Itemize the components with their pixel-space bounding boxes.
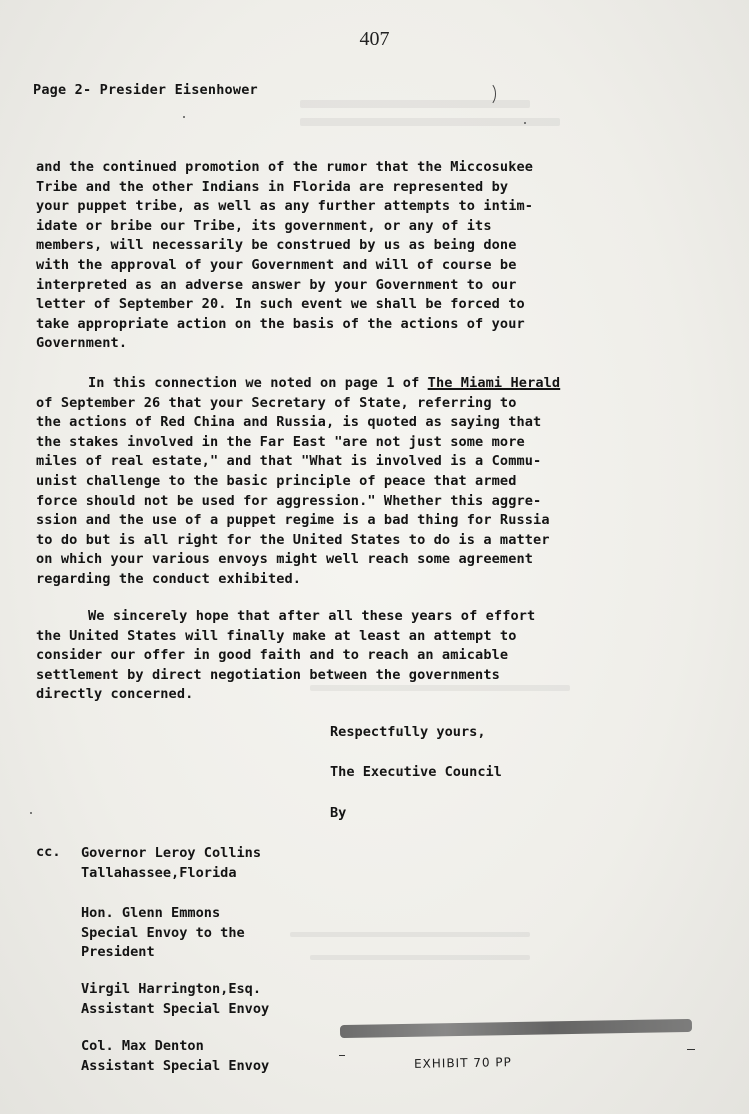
text-line: the United States will finally make at least an attempt to	[36, 627, 517, 644]
exhibit-note: EXHIBIT 70 PP	[413, 1055, 512, 1071]
paragraph-2	[36, 374, 676, 590]
text-line: settlement by direct negotiation between the governments	[36, 666, 500, 683]
text-line: We sincerely hope that after all these years of effort	[88, 608, 536, 624]
bleed-through-mark	[290, 932, 530, 937]
text-line: the actions of Red China and Russia, is quoted as saying that	[36, 414, 542, 431]
text-line	[36, 374, 676, 394]
stray-mark	[183, 116, 185, 118]
cc-recipient-line: Special Envoy to the	[81, 924, 245, 941]
text-line: take appropriate action on the basis of the actions of your	[36, 315, 525, 332]
text-line: regarding the conduct exhibited.	[36, 570, 302, 587]
cc-recipient-line: Assistant Special Envoy	[81, 1057, 270, 1074]
cc-recipient	[81, 980, 269, 1019]
text-line: Tribe and the other Indians in Florida are represented by	[36, 178, 509, 195]
text-line: miles of real estate," and that "What is involved is a Commu-	[36, 453, 542, 470]
stray-mark	[480, 82, 496, 106]
text-line: unist challenge to the basic principle of peace that armed	[36, 472, 517, 489]
text-line: interpreted as an adverse answer by your Government to our	[36, 276, 517, 293]
cc-recipient-line: Governor Leroy Collins	[81, 845, 262, 861]
paragraph-3	[36, 607, 676, 705]
paragraph-1	[36, 158, 676, 354]
signatory: The Executive Council	[330, 764, 502, 780]
signature-by: By	[330, 805, 347, 821]
text-line: directly concerned.	[36, 686, 194, 703]
page-number: 407	[359, 28, 390, 50]
cc-recipient-line: Virgil Harrington,Esq.	[81, 981, 262, 997]
text-line: your puppet tribe, as well as any further attempts to intim-	[36, 198, 534, 215]
bleed-through-mark	[300, 100, 530, 108]
newspaper-title: The Miami Herald	[427, 375, 561, 391]
bleed-through-mark	[310, 955, 530, 960]
text-line: ssion and the use of a puppet regime is a bad thing for Russia	[36, 512, 550, 529]
stray-mark	[687, 1049, 695, 1050]
text-line: the stakes involved in the Far East "are not just some more	[36, 433, 525, 450]
text-line: consider our offer in good faith and to reach an amicable	[36, 647, 509, 664]
cc-recipient-line: President	[81, 944, 155, 961]
cc-recipient-line: Hon. Glenn Emmons	[81, 905, 221, 921]
text-line: idate or bribe our Tribe, its government, or any of its	[36, 217, 492, 234]
stray-mark	[339, 1055, 345, 1056]
text-line: with the approval of your Government and will of course be	[36, 256, 517, 273]
cc-recipient	[81, 844, 261, 883]
text-line: letter of September 20. In such event we shall be forced to	[36, 296, 525, 313]
closing-salutation: Respectfully yours,	[330, 724, 486, 740]
cc-recipient-line: Col. Max Denton	[81, 1038, 204, 1054]
cc-label: cc.	[36, 844, 61, 860]
text-line: Government.	[36, 335, 128, 352]
text-line: on which your various envoys might well reach some agreement	[36, 551, 534, 568]
text-line: force should not be used for aggression." Whether this aggre-	[36, 492, 542, 509]
text-line: and the continued promotion of the rumor that the Miccosukee	[36, 159, 534, 175]
page-header: Page 2- Presider Eisenhower	[33, 82, 258, 98]
cc-recipient	[81, 1037, 269, 1076]
text-fragment: In this connection we noted on page 1 of	[88, 375, 428, 391]
stray-mark	[524, 122, 526, 124]
cc-recipient-line: Assistant Special Envoy	[81, 1000, 270, 1017]
text-line: to do but is all right for the United States to do is a matter	[36, 531, 550, 548]
cc-recipient	[81, 904, 245, 963]
text-line: of September 26 that your Secretary of State, referring to	[36, 394, 517, 411]
redaction-bar	[340, 1019, 692, 1038]
text-line: members, will necessarily be construed by us as being done	[36, 237, 517, 254]
bleed-through-mark	[300, 118, 560, 126]
cc-recipient-line: Tallahassee,Florida	[81, 864, 237, 881]
stray-mark	[30, 812, 32, 814]
